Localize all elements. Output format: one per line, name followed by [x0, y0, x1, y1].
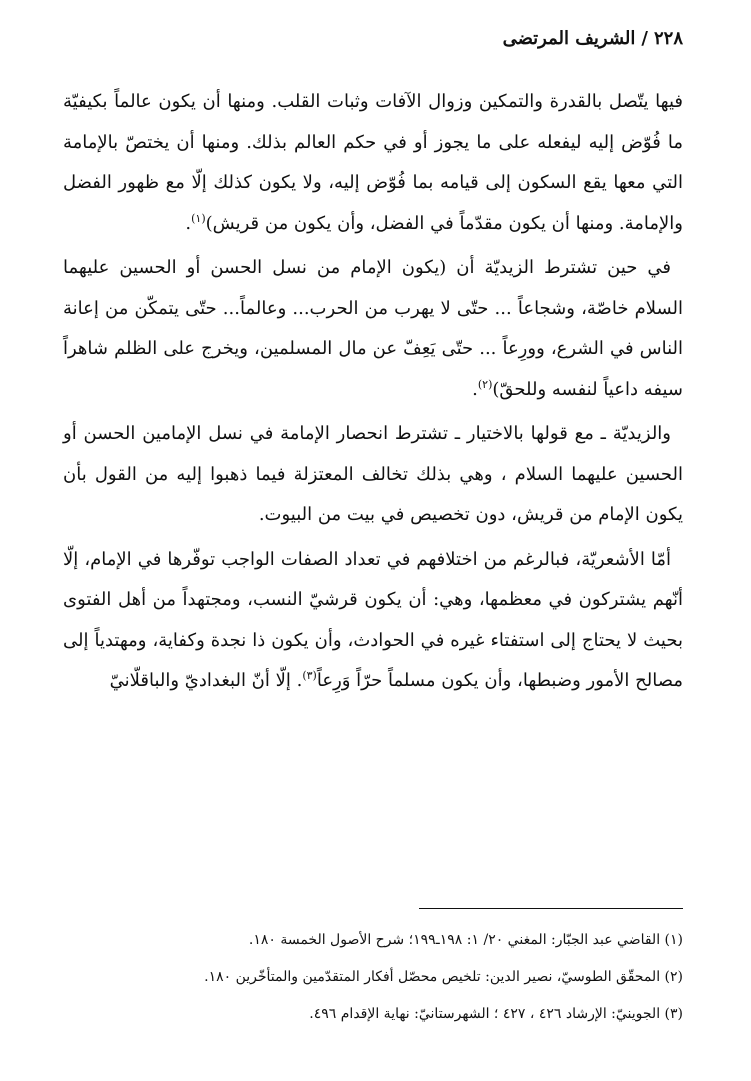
- footnote-2: (٢) المحقّق الطوسيّ، نصير الدين: تلخيص محصّل أفكار المتقدّمين والمتأخّرين ١٨٠.: [204, 969, 683, 985]
- footnote-ref-1: (١): [191, 211, 206, 225]
- paragraph-text: في حين تشترط الزيديّة أن (يكون الإمام من نسل الحسن أو الحسين عليهما السلام خاصّة، وشجاعاً ... حتّى لا يهرب من الحرب... وعالماً... حتّى يتمكّن من إعانة الناس في الشرع، وورِعاً ... حتّى يَعِفّ عن مال المسلمين، ويخرج على الظلم شاهراً سيفه داعياً لنفسه وللحقّ): [63, 257, 683, 400]
- running-head: [503, 28, 683, 49]
- paragraph-3: [63, 414, 683, 536]
- page-number: ٢٢٨: [653, 28, 683, 49]
- paragraph-text: فيها يتّصل بالقدرة والتمكين وزوال الآفات وثبات القلب. ومنها أن يكون عالماً بكيفيّة ما فُوّض إليه ليفعله على ما يجوز أو في حكم العالم بذلك. ومنها أن يختصّ بالإمامة التي معها يقع السكون إلى قيامه بما فُوّض إليه، ولا يكون كذلك إلّا مع ظهور الفضل والإمامة. ومنها أن يكون مقدّماً في الفضل، وأن يكون من قريش): [63, 91, 683, 234]
- paragraph-text: والزيديّة ـ مع قولها بالاختيار ـ تشترط انحصار الإمامة في نسل الإمامين الحسن أو الحسين عليهما السلام ، وهي بذلك تخالف المعتزلة فيما ذهبوا إليه من القول بأن يكون الإمام من قريش، دون تخصيص في بيت من البيوت.: [63, 423, 683, 525]
- book-title: الشريف المرتضى: [502, 28, 636, 49]
- header-separator: /: [641, 28, 648, 49]
- paragraph-tail: .: [185, 212, 192, 234]
- footnote-1: (١) القاضي عبد الجبّار: المغني ٢٠/ ١: ١٩٨ـ١٩٩؛ شرح الأصول الخمسة ١٨٠.: [248, 932, 683, 948]
- paragraph-tail: .: [472, 378, 478, 400]
- footnotes: [63, 922, 683, 1033]
- paragraph-1: [63, 82, 683, 244]
- footnote-divider: [419, 908, 683, 909]
- body-text: [63, 82, 683, 702]
- paragraph-4: [63, 540, 683, 702]
- paragraph-2: [63, 248, 683, 410]
- paragraph-tail: . إلّا أنّ البغداديّ والباقلّانيّ: [109, 670, 303, 691]
- footnote-ref-3: (٣): [302, 669, 317, 682]
- paragraph-text: أمّا الأشعريّة، فبالرغم من اختلافهم في تعداد الصفات الواجب توفّرها في الإمام، إلّا أنّهم يشتركون في معظمها، وهي: أن يكون قرشيّ النسب، ومجتهداً من أهل الفتوى بحيث لا يحتاج إلى استفتاء غيره في الحوادث، وأن يكون ذا نجدة وكفاية، ومهتدياً إلى مصالح الأمور وضبطها، وأن يكون مسلماً حرّاً وَرِعاً: [63, 548, 683, 691]
- footnote-ref-2: (٢): [477, 377, 493, 391]
- footnote-3: (٣) الجوينيّ: الإرشاد ٤٢٦ ، ٤٢٧ ؛ الشهرستانيّ: نهاية الإقدام ٤٩٦.: [309, 1006, 683, 1022]
